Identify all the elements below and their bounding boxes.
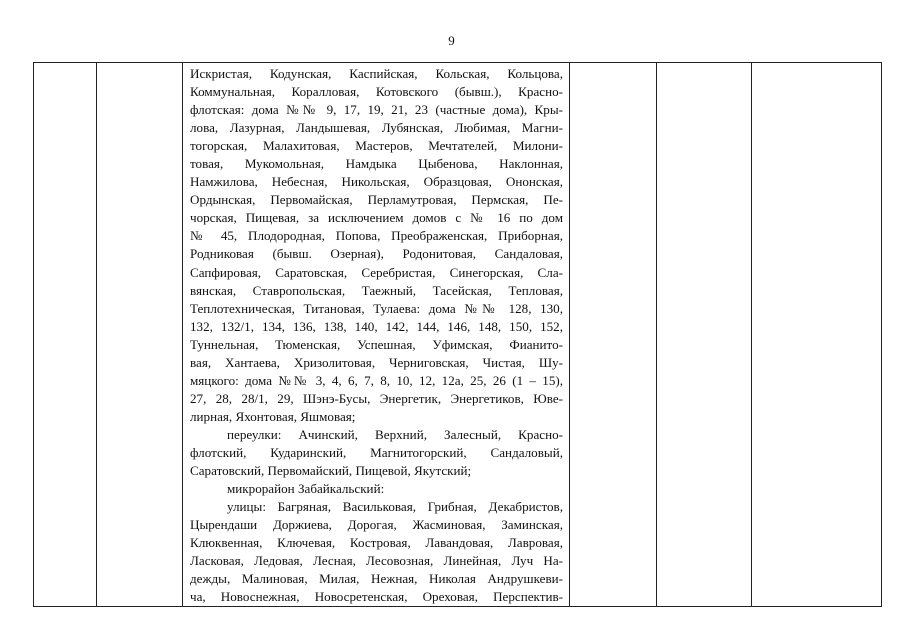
address-text-block (190, 65, 563, 606)
text-line: Туннельная, Тюменская, Успешная, Уфимская, Фианито- (190, 336, 563, 352)
text-line: Намжилова, Небесная, Никольская, Образцовая, Ононская, (190, 174, 563, 190)
text-line: флотский, Кударинский, Магнитогорский, Сандаловый, (190, 444, 563, 460)
text-line: флотская: дома №№ 9, 17, 19, 21, 23 (частные дома), Кры- (190, 102, 563, 118)
document-table (33, 62, 882, 607)
text-line: вянская, Ставропольская, Таежный, Тасейская, Тепловая, (190, 282, 563, 298)
text-line: Цырендаши Доржиева, Дорогая, Жасминовая, Заминская, (190, 517, 563, 533)
empty-cell-col-2 (97, 63, 183, 607)
text-line: Коммунальная, Коралловая, Котовского (бывш.), Красно- (190, 84, 563, 100)
empty-cell-col-6 (752, 63, 882, 607)
text-line: Ордынская, Первомайская, Перламутровая, Пермская, Пе- (190, 192, 563, 208)
text-line: тогорская, Малахитовая, Мастеров, Мечтателей, Милони- (190, 138, 563, 154)
text-line: Сапфировая, Саратовская, Серебристая, Синегорская, Сла- (190, 264, 563, 280)
text-line: дежды, Малиновая, Милая, Нежная, Николая Андрушкеви- (190, 571, 563, 587)
text-line: мяцкого: дома №№ 3, 4, 6, 7, 8, 10, 12, 12а, 25, 26 (1 – 15), (190, 372, 563, 388)
text-line: Ласковая, Ледовая, Лесная, Лесовозная, Линейная, Луч На- (190, 553, 563, 569)
text-line: лирная, Яхонтовая, Яшмовая; (190, 408, 356, 424)
text-line: лова, Лазурная, Ландышевая, Лубянская, Любимая, Магни- (190, 120, 563, 136)
empty-cell-col-4 (570, 63, 657, 607)
text-line: вая, Хантаева, Хризолитовая, Черниговская, Чистая, Шу- (190, 354, 563, 370)
text-line: Саратовский, Первомайский, Пищевой, Якутский; (190, 463, 472, 479)
text-line: улицы: Багряная, Васильковая, Грибная, Декабристов, (227, 499, 563, 515)
address-list-cell (183, 63, 570, 607)
text-line: 132, 132/1, 134, 136, 138, 140, 142, 144, 146, 148, 150, 152, (190, 318, 563, 334)
page-number: 9 (448, 33, 455, 48)
text-line: № 45, Плодородная, Попова, Преображенская, Приборная, (190, 228, 563, 244)
text-line: ча, Новоснежная, Новосретенская, Ореховая, Перспектив- (190, 589, 563, 605)
table-row (34, 63, 882, 607)
text-line: товая, Мукомольная, Намдыка Цыбенова, Наклонная, (190, 156, 563, 172)
empty-cell-col-1 (34, 63, 97, 607)
text-line: Искристая, Кодунская, Каспийская, Кольская, Кольцова, (190, 66, 563, 81)
text-line: Родниковая (бывш. Озерная), Родонитовая, Сандаловая, (190, 246, 563, 262)
text-line: переулки: Ачинский, Верхний, Залесный, Красно- (227, 426, 563, 442)
text-line: Клюквенная, Ключевая, Костровая, Лавандовая, Лавровая, (190, 535, 563, 551)
text-line: микрорайон Забайкальский: (227, 481, 385, 497)
empty-cell-col-5 (657, 63, 752, 607)
text-line: чорская, Пищевая, за исключением домов с № 16 по дом (190, 210, 563, 226)
text-line: 27, 28, 28/1, 29, Шэнэ-Бусы, Энергетик, Энергетиков, Юве- (190, 390, 563, 406)
text-line: Теплотехническая, Титановая, Тулаева: дома №№ 128, 130, (190, 300, 563, 316)
